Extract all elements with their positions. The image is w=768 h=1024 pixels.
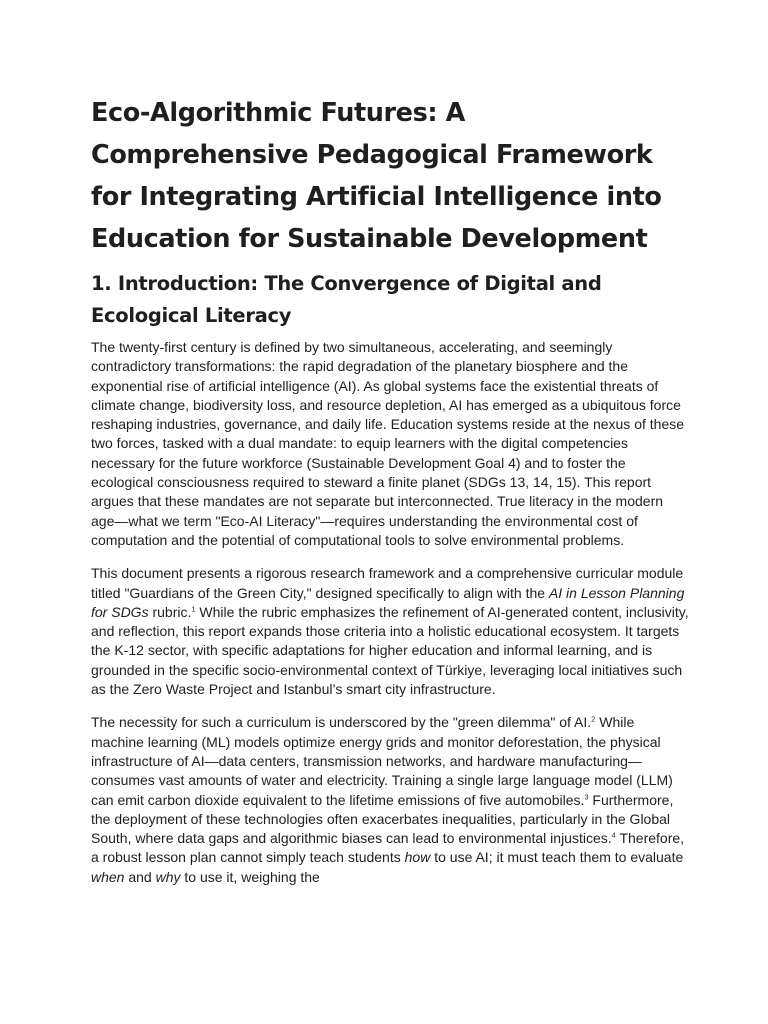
paragraph-1: The twenty-first century is defined by two simultaneous, accelerating, and seemingly contradictory transformations: the rapid degradation of the planetary biosphere and the exponential rise of artificial intelligence (AI). As global systems face the existential threats of climate change, biodiversity loss, and resource depletion, AI has emerged as a ubiquitous force reshaping industries, governance, and daily life. Education systems reside at the nexus of these two forces, tasked with a dual mandate: to equip learners with the digital competencies necessary for the future workforce (Sustainable Development Goal 4) and to foster the ecological consciousness required to steward a finite planet (SDGs 13, 14, 15). This report argues that these mandates are not separate but interconnected. True literacy in the modern age—what we term "Eco-AI Literacy"—requires understanding the environmental cost of computation and the potential of computational tools to solve environmental problems. [91,339,685,548]
footnote-ref-2[interactable]: 2 [591,714,596,724]
emphasis-how: how [404,849,431,866]
paragraph-2: This document presents a rigorous research framework and a comprehensive curricular module titled "Guardians of the Green City," designed specifically to align with the AI in Lesson Planning for SDGs rubric.$^1$ While the rubric emphasizes the refinement of AI-generated content, inclusivity, and reflection, this report expands those criteria into a holistic educational ecosystem. It targets the K-12 sector, with specific adaptations for higher education and informal learning, and is grounded in the specific socio-environmental context of Türkiye, leveraging local initiatives such as the Zero Waste Project and Istanbul’s smart city infrastructure. [91,565,689,698]
rubric-name: AI in Lesson Planning for SDGs [91,584,685,620]
footnote-ref-4[interactable]: 4 [611,830,616,840]
paragraph-3: The necessity for such a curriculum is underscored by the "green dilemma" of AI.$^2$ While machine learning (ML) models optimize energy grids and monitor deforestation, the physical infrastructure of AI—data centers, transmission networks, and hardware manufacturing—consumes vast amounts of water and electricity. Training a single large language model (LLM) can emit carbon dioxide equivalent to the lifetime emissions of five automobiles.$^3$ Furthermore, the deployment of these technologies often exacerbates inequalities, particularly in the Global South, where data gaps and algorithmic biases can lead to environmental injustices.$^4$ Therefore, a robust lesson plan cannot simply teach students how to use AI; it must teach them to evaluate when and why to use it, weighing the [91,714,685,885]
section-heading: 1. Introduction: The Convergence of Digital and Ecological Literacy [91,272,602,327]
footnote-ref-1[interactable]: 1 [191,604,196,614]
document-page [91,92,689,901]
emphasis-why: why [155,868,181,885]
footnote-ref-3[interactable]: 3 [584,791,589,801]
emphasis-when: when [91,868,125,885]
document-title: Eco-Algorithmic Futures: A Comprehensive Pedagogical Framework for Integrating Artificial Intelligence into Education for Sustainable Development [91,98,662,254]
